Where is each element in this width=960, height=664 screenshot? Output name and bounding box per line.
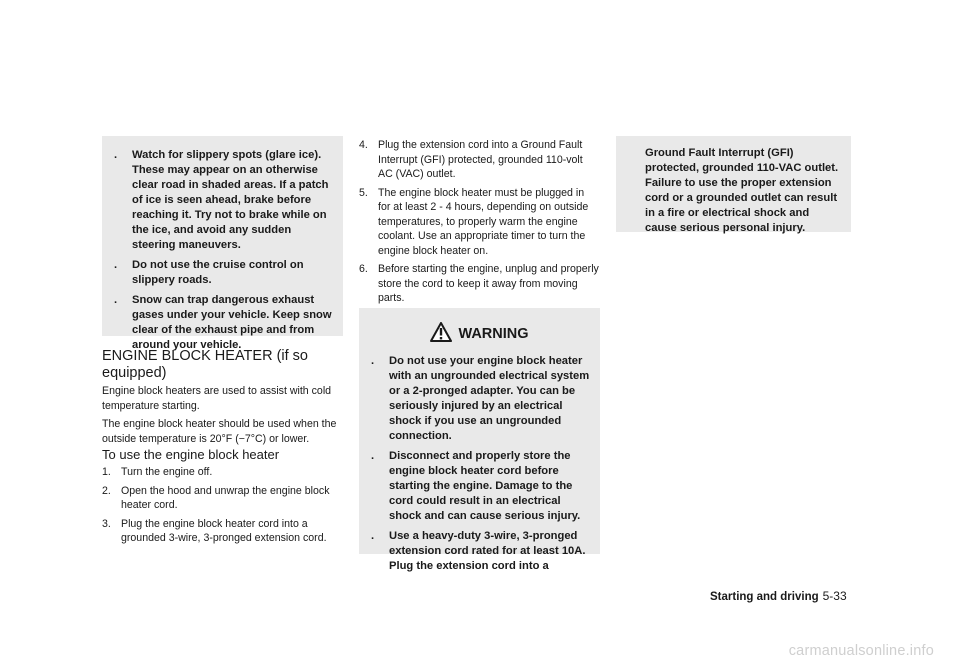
page-footer — [710, 589, 862, 603]
list-item — [114, 293, 335, 353]
bullet-text: Watch for slippery spots (glare ice). These may appear on an otherwise clear road in shaded areas. If a patch of ice is seen ahead, brake before reaching it. Try not to brake while on the ice, and avoid any sudden steering maneuvers. — [132, 149, 329, 251]
bullet-marker: . — [114, 149, 118, 161]
step-number: 1. — [102, 466, 111, 478]
step-number: 6. — [359, 263, 368, 275]
section-heading: ENGINE BLOCK HEATER (if so equipped) — [102, 348, 308, 381]
list-item — [114, 258, 335, 288]
bullet-marker: . — [371, 355, 375, 367]
list-item — [359, 138, 599, 182]
bullet-text: Disconnect and properly store the engine block heater cord before starting the engine. Damage to the cord could result in an electrical shock and can cause serious injury. — [389, 450, 581, 522]
sub-heading: To use the engine block heater — [102, 447, 280, 462]
warning-continued-text: Ground Fault Interrupt (GFI) protected, grounded 110-VAC outlet. Failure to use the proper extension cord or a grounded outlet can result in a fire or electrical shock and cause serious personal injury. — [645, 147, 839, 234]
list-item — [359, 262, 599, 306]
step-text: Open the hood and unwrap the engine block heater cord. — [121, 484, 330, 511]
warning-box-heater — [359, 308, 600, 572]
list-item — [371, 529, 592, 574]
intro-paragraph: The engine block heater should be used when the outside temperature is 20°F (−7°C) or lower. — [102, 418, 337, 445]
list-item — [371, 449, 592, 524]
step-number: 2. — [102, 484, 111, 497]
bullet-text: Use a heavy-duty 3-wire, 3-pronged extension cord rated for at least 10A. Plug the extension cord into a — [389, 530, 586, 572]
bullet-marker: . — [114, 294, 118, 306]
bullet-text: Do not use your engine block heater with an ungrounded electrical system or a 2-pronged adapter. You can be seriously injured by an electrical shock if you use an ungrounded connection. — [389, 355, 590, 442]
warning-triangle-icon — [430, 322, 452, 342]
page-number: 5-33 — [822, 589, 847, 603]
watermark: carmanualsonline.info — [788, 643, 934, 659]
section-intro — [102, 384, 346, 446]
warning-box-ice — [102, 136, 343, 351]
warning-title-text: WARNING — [458, 326, 529, 342]
footer-section-name: Starting and driving — [710, 591, 819, 603]
step-number: 5. — [359, 186, 368, 199]
list-item — [359, 186, 599, 259]
bullet-marker: . — [371, 450, 375, 462]
list-item — [102, 517, 346, 546]
intro-paragraph: Engine block heaters are used to assist with cold temperature starting. — [102, 385, 332, 412]
step-text: Turn the engine off. — [121, 466, 213, 478]
bullet-text: Snow can trap dangerous exhaust gases under your vehicle. Keep snow clear of the exhaust pipe and from around your vehicle. — [132, 294, 332, 351]
bullet-marker: . — [371, 530, 375, 542]
list-item — [102, 484, 346, 513]
step-number: 4. — [359, 139, 368, 151]
step-number: 3. — [102, 517, 111, 530]
list-item — [102, 465, 346, 480]
bullet-marker: . — [114, 259, 118, 271]
steps-list-continued — [359, 138, 599, 310]
step-text: Plug the extension cord into a Ground Fault Interrupt (GFI) protected, grounded 110-volt AC (VAC) outlet. — [378, 139, 583, 180]
warning-list — [371, 354, 592, 574]
warning-list — [114, 148, 335, 353]
bullet-text: Do not use the cruise control on slippery roads. — [132, 259, 304, 286]
step-text: The engine block heater must be plugged in for at least 2 - 4 hours, depending on outside temperatures, to properly warm the engine coolant. Use an appropriate timer to turn the engine block heater on. — [378, 186, 589, 257]
warning-box-continued — [616, 136, 851, 232]
list-item — [371, 354, 592, 444]
list-item — [114, 148, 335, 253]
step-text: Plug the engine block heater cord into a grounded 3-wire, 3-pronged extension cord. — [121, 517, 327, 544]
steps-list — [102, 465, 346, 550]
warning-title — [359, 322, 600, 344]
step-text: Before starting the engine, unplug and properly store the cord to keep it away from moving parts. — [378, 263, 599, 304]
